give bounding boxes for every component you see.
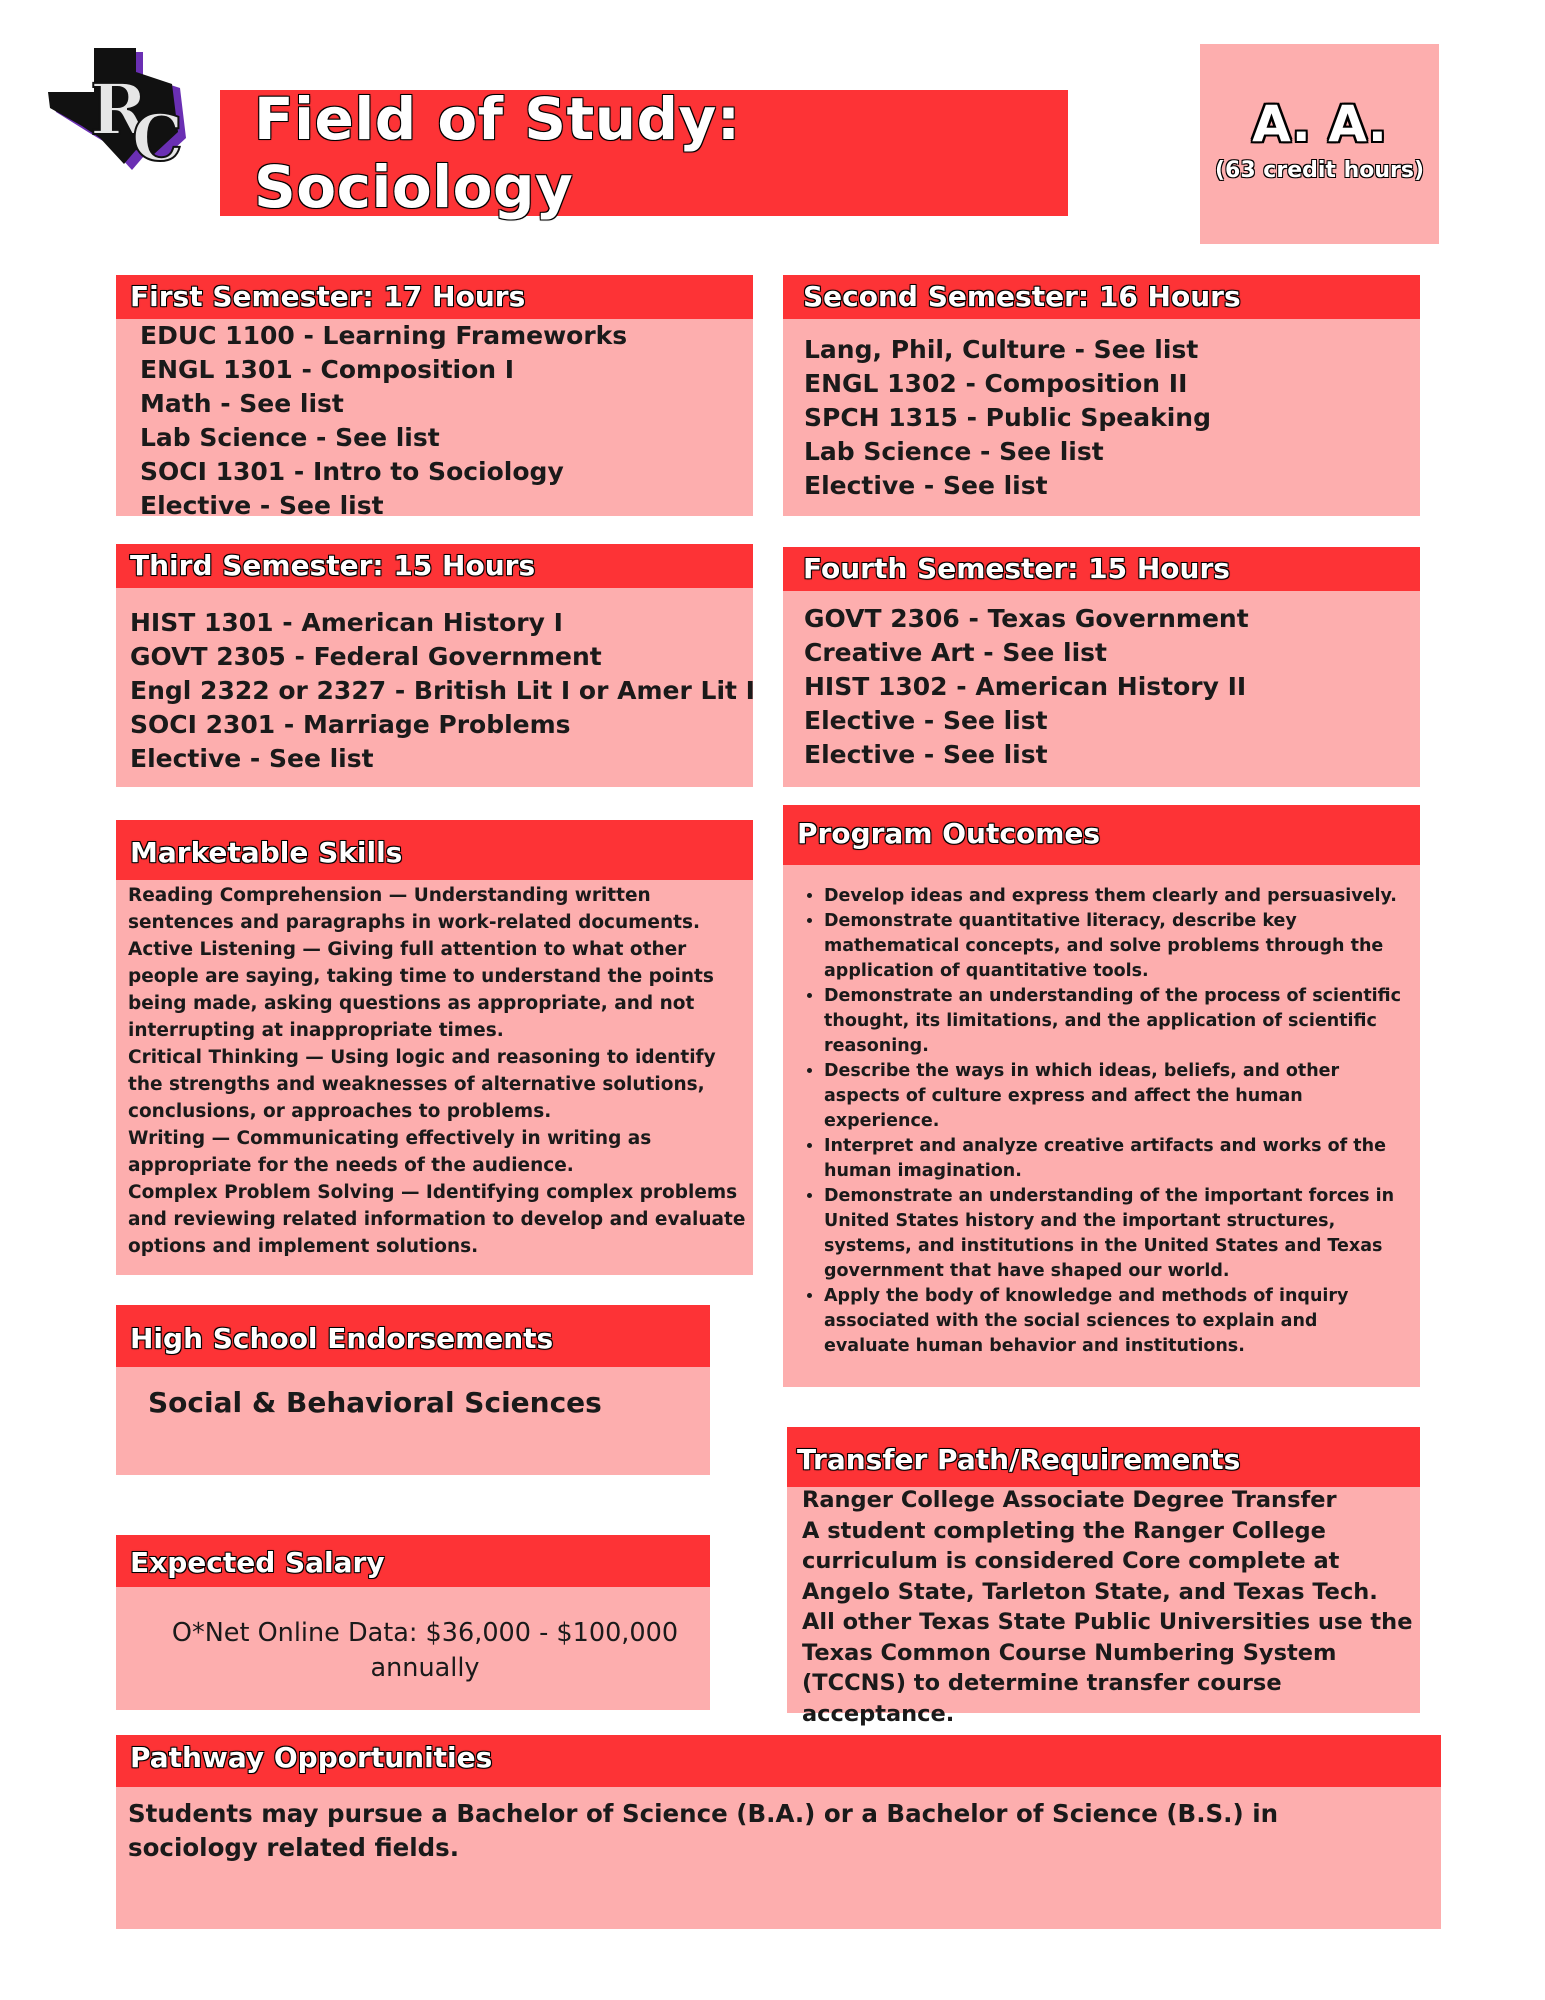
marketable-skills-header [116,820,753,880]
course-item: HIST 1301 - American History I [130,608,563,637]
endorsements-header [116,1305,710,1367]
outcome-item: • Apply the body of knowledge and methods of inquiry associated with the social sciences to explain and evaluate human behavior and institutions. [824,1284,1409,1359]
second-semester-title: Second Semester: 16 Hours [803,280,1241,313]
pathway-text: Students may pursue a Bachelor of Science (B.A.) or a Bachelor of Science (B.S.) in sociology related fields. [128,1799,1279,1862]
course-item: Creative Art - See list [804,638,1107,667]
course-item: Lab Science - See list [804,437,1104,466]
fourth-semester-title: Fourth Semester: 15 Hours [803,552,1230,585]
degree-box [1200,44,1439,244]
salary-title: Expected Salary [130,1546,385,1579]
course-item: GOVT 2306 - Texas Government [804,604,1249,633]
svg-text:R: R [90,68,149,151]
course-item: Elective - See list [140,491,384,520]
first-semester-courses [140,319,740,523]
course-item: EDUC 1100 - Learning Frameworks [140,321,628,350]
course-item: Lang, Phil, Culture - See list [804,335,1199,364]
salary-text: O*Net Online Data: $36,000 - $100,000 annually [171,1618,679,1683]
second-semester-courses [804,333,1404,503]
pathway-header [116,1735,1441,1787]
course-item: Engl 2322 or 2327 - British Lit I or Amer Lit I [130,676,755,705]
program-outcomes-header [783,805,1420,865]
course-item: Elective - See list [130,744,374,773]
course-item: Elective - See list [804,740,1048,769]
college-logo [48,48,196,178]
course-item: SOCI 2301 - Marriage Problems [130,710,571,739]
third-semester-courses [130,606,755,776]
course-item: Elective - See list [804,706,1048,735]
credit-hours: (63 credit hours) [1214,158,1425,183]
course-item: GOVT 2305 - Federal Government [130,642,602,671]
program-outcomes-list [794,884,1409,1359]
outcome-item: • Demonstrate an understanding of the process of scientific thought, its limitations, and the application of scientific reasoning. [824,984,1409,1059]
third-semester-title: Third Semester: 15 Hours [130,549,536,582]
marketable-skills-title: Marketable Skills [130,836,403,869]
outcome-item: • Interpret and analyze creative artifacts and works of the human imagination. [824,1134,1409,1184]
program-outcomes-title: Program Outcomes [797,817,1101,850]
course-item: ENGL 1301 - Composition I [140,355,515,384]
first-semester-title: First Semester: 17 Hours [130,280,526,313]
course-item: SPCH 1315 - Public Speaking [804,403,1211,432]
third-semester-header [116,544,753,588]
course-item: SOCI 1301 - Intro to Sociology [140,457,564,486]
marketable-skills-text: Reading Comprehension — Understanding written sentences and paragraphs in work-related documents. Active Listening — Giving full attention to what other people are saying, taking time to understand the points being made, asking questions as appropriate, and not interrupting at inappropriate times. Critical Thinking — Using logic and reasoning to identify the strengths and weaknesses of alternative solutions, conclusions, or approaches to problems. Writing — Communicating effectively in writing as appropriate for the needs of the audience. Complex Problem Solving — Identifying complex problems and reviewing related information to develop and evaluate options and implement solutions. [128,885,746,1257]
outcome-item: • Demonstrate an understanding of the important forces in United States history and the important structures, systems, and institutions in the United States and Texas government that have shaped our world. [824,1184,1409,1284]
logo-emblem [48,48,196,178]
salary-header [116,1535,710,1587]
course-item: Lab Science - See list [140,423,440,452]
pathway-title: Pathway Opportunities [130,1741,493,1774]
second-semester-header [783,275,1420,319]
page-title-bar [220,85,1068,221]
course-item: Math - See list [140,389,344,418]
course-item: Elective - See list [804,471,1048,500]
fourth-semester-header [783,547,1420,591]
course-item: HIST 1302 - American History II [804,672,1247,701]
degree-label: A. A. [1252,95,1387,153]
transfer-text: Ranger College Associate Degree Transfer A student completing the Ranger College curriculum is considered Core complete at Angelo State, Tarleton State, and Texas Tech. All other Texas State Public Universities use the Texas Common Course Numbering System (TCCNS) to determine transfer course acceptance. [802,1487,1413,1727]
outcome-item: • Demonstrate quantitative literacy, describe key mathematical concepts, and solve problems through the application of quantitative tools. [824,909,1409,984]
outcome-item: • Develop ideas and express them clearly and persuasively. [824,884,1409,909]
outcome-item: • Describe the ways in which ideas, beliefs, and other aspects of culture express and affect the human experience. [824,1059,1409,1134]
transfer-header [787,1427,1420,1487]
page-title: Field of Study: Sociology [254,85,741,221]
transfer-title: Transfer Path/Requirements [797,1443,1241,1476]
svg-text:C: C [132,101,183,176]
endorsements-title: High School Endorsements [130,1322,554,1355]
first-semester-header [116,275,753,319]
course-item: ENGL 1302 - Composition II [804,369,1188,398]
endorsements-text: Social & Behavioral Sciences [148,1386,602,1419]
fourth-semester-courses [804,602,1404,772]
